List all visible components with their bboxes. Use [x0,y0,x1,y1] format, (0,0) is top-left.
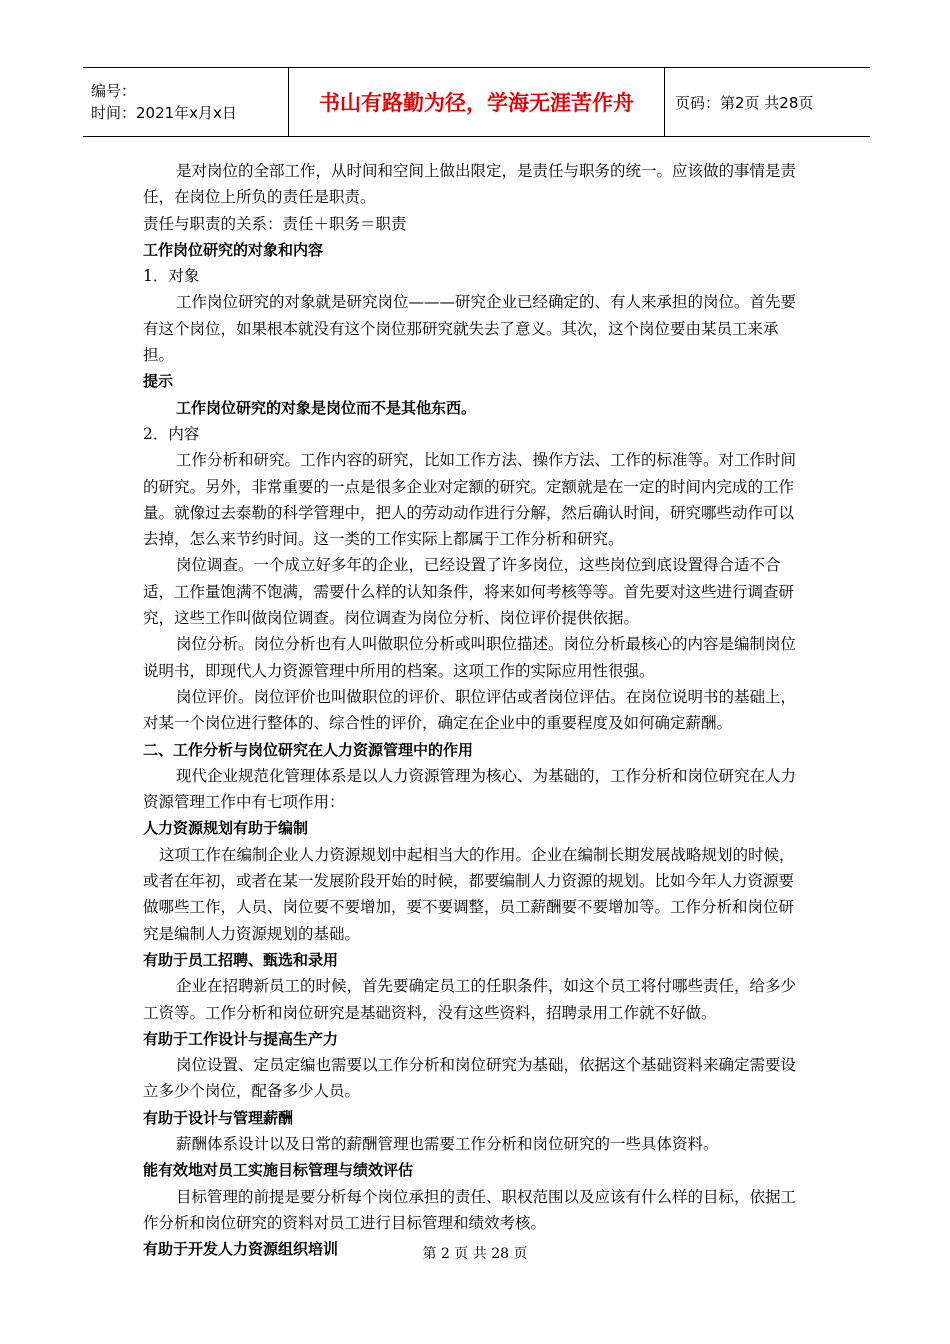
section-heading: 能有效地对员工实施目标管理与绩效评估 [143,1161,414,1180]
section-heading: 二、工作分析与岗位研究在人力资源管理中的作用 [143,740,474,759]
body-paragraph: 岗位评价。岗位评价也叫做职位的评价、职位评估或者岗位评估。在岗位说明书的基础上，对某一个岗位进行整体的、综合性的评价，确定在企业中的重要程度及如何确定薪酬。 [143,687,797,733]
section-heading: 工作岗位研究的对象和内容 [143,240,324,259]
body-paragraph: 企业在招聘新员工的时候，首先要确定员工的任职条件，如这个员工将付哪些责任，给多少工资等。工作分析和岗位研究是基础资料，没有这些资料，招聘录用工作就不好做。 [143,977,797,1022]
section-heading: 有助于设计与管理薪酬 [143,1108,294,1127]
page-header [83,67,870,137]
body-paragraph: 是对岗位的全部工作，从时间和空间上做出限定，是责任与职务的统一。应该做的事情是责任，在岗位上所负的责任是职责。 [143,162,797,207]
tip-text: 工作岗位研究的对象是岗位而不是其他东西。 [176,398,477,417]
section-heading: 有助于员工招聘、甄选和录用 [143,950,339,969]
section-heading: 人力资源规划有助于编制 [143,819,309,838]
document-time-label: 时间：2021年x月x日 [91,104,237,122]
body-paragraph: 这项工作在编制企业人力资源规划中起相当大的作用。企业在编制长期发展战略规划的时候，或者在年初，或者在某一发展阶段开始的时候，都要编制人力资源的规划。比如今年人力资源要做哪些工作，人员、岗位要不要增加，要不要调整，员工薪酬要不要增加等。工作分析和岗位研究是编制人力资源规划的基础。 [143,845,795,943]
header-page-info: 页码：第2页 共28页 [665,68,871,137]
section-heading: 有助于工作设计与提高生产力 [143,1029,339,1048]
document-number-label: 编号： [91,82,137,100]
header-motto: 书山有路勤为径，学海无涯苦作舟 [289,68,665,137]
body-paragraph: 岗位设置、定员定编也需要以工作分析和岗位研究为基础，依据这个基础资料来确定需要设立多少个岗位，配备多少人员。 [143,1056,797,1101]
body-line: 责任与职责的关系：责任＋职务＝职责 [143,214,407,233]
body-line: 2．内容 [143,424,200,443]
body-paragraph: 工作岗位研究的对象就是研究岗位———研究企业已经确定的、有人来承担的岗位。首先要有这个岗位，如果根本就没有这个岗位那研究就失去了意义。其次，这个岗位要由某员工来承担。 [143,293,797,365]
body-paragraph: 现代企业规范化管理体系是以人力资源管理为核心、为基础的，工作分析和岗位研究在人力资源管理工作中有七项作用： [143,766,797,812]
body-paragraph: 岗位调查。一个成立好多年的企业，已经设置了许多岗位，这些岗位到底设置得合适不合适，工作量饱满不饱满，需要什么样的认知条件，将来如何考核等等。首先要对这些进行调查研究，这些工作叫做岗位调查。岗位调查为岗位分析、岗位评价提供依据。 [143,556,795,628]
body-line: 1．对象 [143,267,200,286]
header-meta [83,68,289,137]
body-paragraph: 薪酬体系设计以及日常的薪酬管理也需要工作分析和岗位研究的一些具体资料。 [176,1134,719,1153]
body-paragraph: 目标管理的前提是要分析每个岗位承担的责任、职权范围以及应该有什么样的目标，依据工作分析和岗位研究的资料对员工进行目标管理和绩效考核。 [143,1187,797,1232]
body-paragraph: 岗位分析。岗位分析也有人叫做职位分析或叫职位描述。岗位分析最核心的内容是编制岗位说明书，即现代人力资源管理中所用的档案。这项工作的实际应用性很强。 [143,635,797,680]
section-heading: 提示 [143,372,174,391]
section-heading: 有助于开发人力资源组织培训 [143,1240,339,1259]
page-footer: 第 2 页 共 28 页 [422,1246,528,1262]
document-body [143,158,803,1262]
body-paragraph: 工作分析和研究。工作内容的研究，比如工作方法、操作方法、工作的标准等。对工作时间的研究。另外，非常重要的一点是很多企业对定额的研究。定额就是在一定的时间内完成的工作量。就像过去泰勒的科学管理中，把人的劳动动作进行分解，然后确认时间，研究哪些动作可以去掉，怎么来节约时间。这一类的工作实际上都属于工作分析和研究。 [143,451,797,549]
